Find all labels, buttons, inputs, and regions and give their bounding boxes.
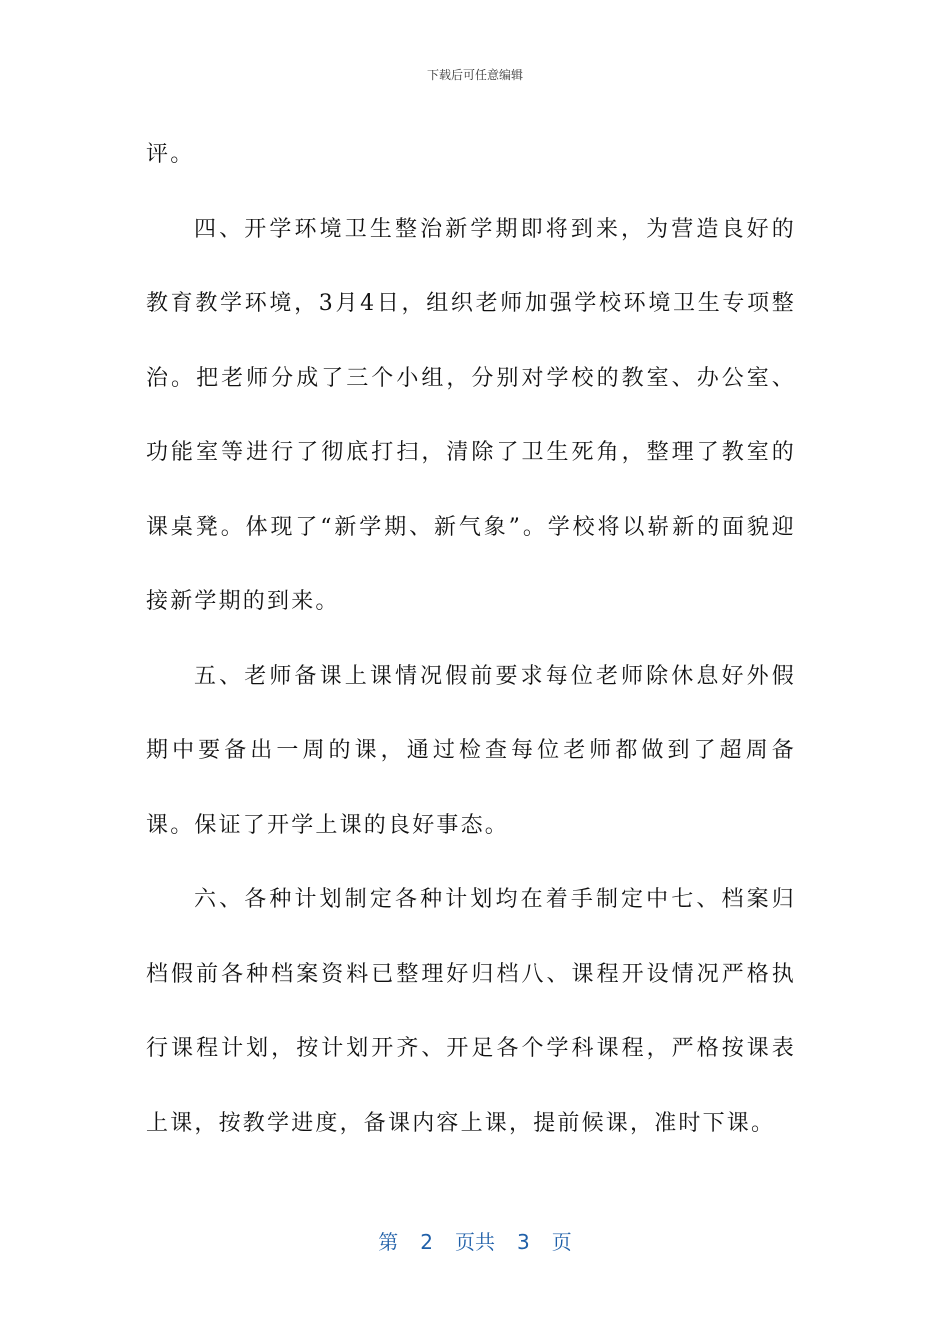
footer-suffix: 页 [551,1230,572,1254]
page-number-footer [0,1226,950,1255]
footer-middle: 页共 [455,1230,495,1254]
paragraph-continuation: 评。 [146,142,195,167]
footer-current-page: 2 [420,1230,433,1254]
document-body [146,118,796,1161]
paragraph-section-5: 五、老师备课上课情况假前要求每位老师除休息好外假期中要备出一周的课，通过检查每位老师都做到了超周备课。保证了开学上课的良好事态。 [146,663,796,838]
footer-total-pages: 3 [517,1230,530,1254]
page-header-note: 下载后可任意编辑 [426,68,523,82]
paragraph-section-4: 四、开学环境卫生整治新学期即将到来，为营造良好的教育教学环境，3月4日，组织老师加强学校环境卫生专项整治。把老师分成了三个小组，分别对学校的教室、办公室、功能室等进行了彻底打扫，清除了卫生死角，整理了教室的课桌凳。体现了“新学期、新气象”。学校将以崭新的面貌迎接新学期的到来。 [146,216,796,614]
footer-prefix: 第 [378,1230,399,1254]
paragraph-section-6: 六、各种计划制定各种计划均在着手制定中七、档案归档假前各种档案资料已整理好归档八、课程开设情况严格执行课程计划，按计划开齐、开足各个学科课程，严格按课表上课，按教学进度，备课内容上课，提前候课，准时下课。 [146,887,796,1136]
